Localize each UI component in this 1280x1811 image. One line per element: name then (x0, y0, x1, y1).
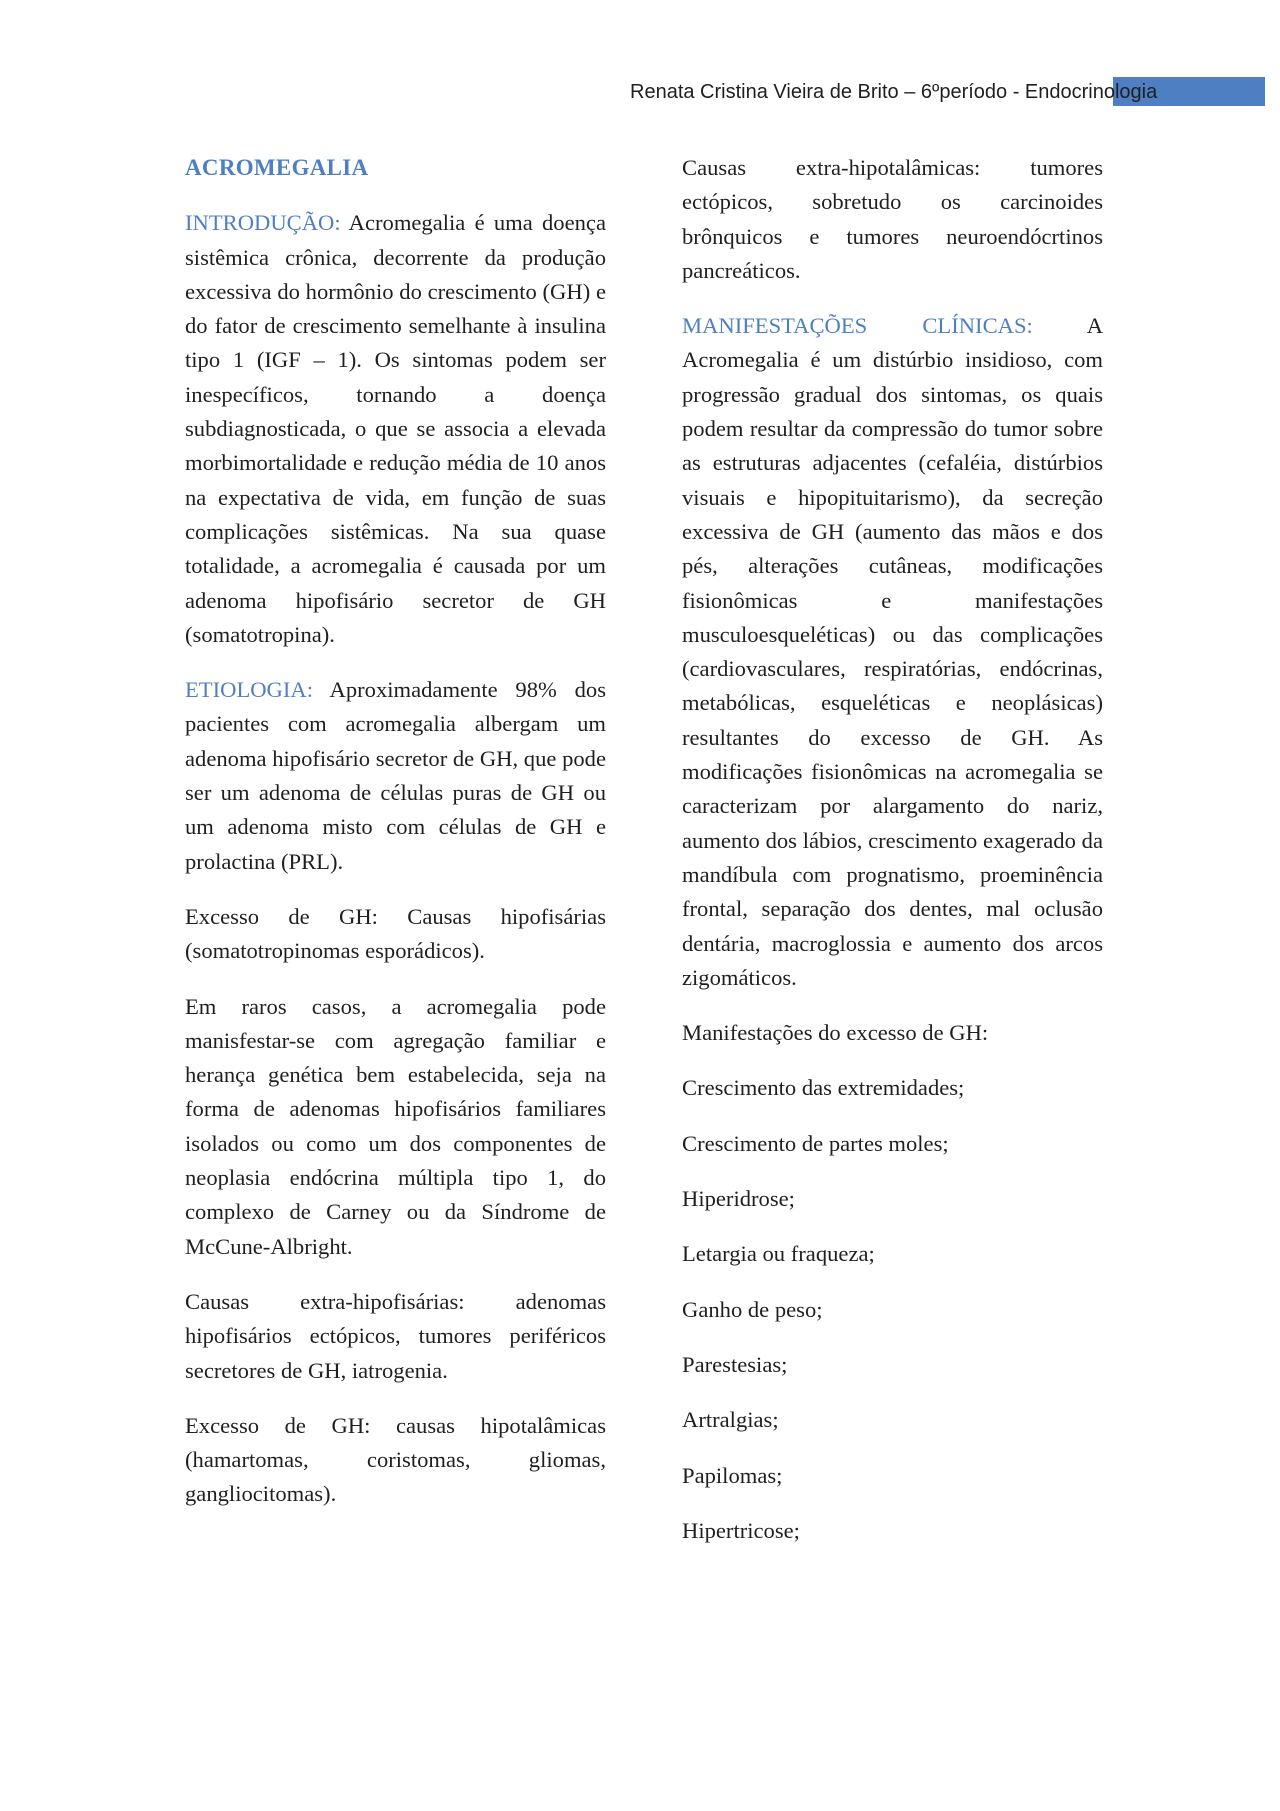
extra-pituitary-paragraph: Causas extra-hipofisárias: adenomas hipofisários ectópicos, tumores periféricos secretores de GH, iatrogenia. (185, 1288, 606, 1383)
document-title: ACROMEGALIA (185, 155, 369, 180)
intro-paragraph (185, 206, 606, 652)
list-item: Artralgias; (682, 1407, 779, 1433)
etiology-paragraph (185, 673, 606, 879)
page-header: Renata Cristina Vieira de Brito – 6ºperíodo - Endocrinologia (630, 81, 1158, 103)
intro-text: Acromegalia é uma doença sistêmica crônica, decorrente da produção excessiva do hormônio do crescimento (GH) e do fator de crescimento semelhante à insulina tipo 1 (IGF – 1). Os sintomas podem ser inespecíficos, tornando a doença subdiagnosticada, o que se associa a elevada morbimortalidade e redução média de 10 anos na expectativa de vida, em função de suas complicações sistêmicas. Na sua quase totalidade, a acromegalia é causada por um adenoma hipofisário secretor de GH (somatotropina). (185, 210, 606, 647)
list-item: Papilomas; (682, 1462, 783, 1488)
intro-heading: INTRODUÇÃO: (185, 210, 341, 236)
familial-paragraph: Em raros casos, a acromegalia pode manisfestar-se com agregação familiar e herança genética bem estabelecida, seja na forma de adenomas hipofisários familiares isolados ou como um dos componentes de neoplasia endócrina múltipla tipo 1, do complexo de Carney ou da Síndrome de McCune-Albright. (185, 993, 606, 1259)
list-item: Letargia ou fraqueza; (682, 1241, 875, 1267)
hypothalamic-paragraph: Excesso de GH: causas hipotalâmicas (hamartomas, coristomas, gliomas, gangliocitomas). (185, 1412, 606, 1507)
manifestations-paragraph (682, 309, 1103, 995)
etiology-text: Aproximadamente 98% dos pacientes com acromegalia albergam um adenoma hipofisário secretor de GH, que pode ser um adenoma de células puras de GH ou um adenoma misto com células de GH e prolactina (PRL). (185, 677, 606, 874)
list-item: Parestesias; (682, 1351, 788, 1377)
etiology-heading: ETIOLOGIA: (185, 677, 313, 703)
left-column (185, 151, 606, 1533)
pituitary-causes-paragraph: Excesso de GH: Causas hipofisárias (somatotropinomas esporádicos). (185, 903, 606, 964)
list-item: Hipertricose; (682, 1517, 800, 1543)
manifestations-text: A Acromegalia é um distúrbio insidioso, com progressão gradual dos sintomas, os quais podem resultar da compressão do tumor sobre as estruturas adjacentes (cefaléia, distúrbios visuais e hipopituitarismo), da secreção excessiva de GH (aumento das mãos e dos pés, alterações cutâneas, modificações fisionômicas e manifestações musculoesqueléticas) ou das complicações (cardiovasculares, respiratórias, endócrinas, metabólicas, esqueléticas e neoplásicas) resultantes do excesso de GH. As modificações fisionômicas na acromegalia se caracterizam por alargamento do nariz, aumento dos lábios, crescimento exagerado da mandíbula com prognatismo, proeminência frontal, separação dos dentes, mal oclusão dentária, macroglossia e aumento dos arcos zigomáticos. (682, 313, 1104, 990)
extra-hypothalamic-paragraph: Causas extra-hipotalâmicas: tumores ectópicos, sobretudo os carcinoides brônquicos e tumores neuroendócrtinos pancreáticos. (682, 155, 1103, 283)
list-item: Hiperidrose; (682, 1186, 795, 1212)
list-item: Ganho de peso; (682, 1296, 823, 1322)
list-item: Crescimento das extremidades; (682, 1075, 965, 1101)
right-column (682, 151, 1103, 1569)
list-intro: Manifestações do excesso de GH: (682, 1020, 989, 1046)
list-item: Crescimento de partes moles; (682, 1130, 949, 1156)
manifestations-heading: MANIFESTAÇÕES CLÍNICAS: (682, 313, 1033, 339)
